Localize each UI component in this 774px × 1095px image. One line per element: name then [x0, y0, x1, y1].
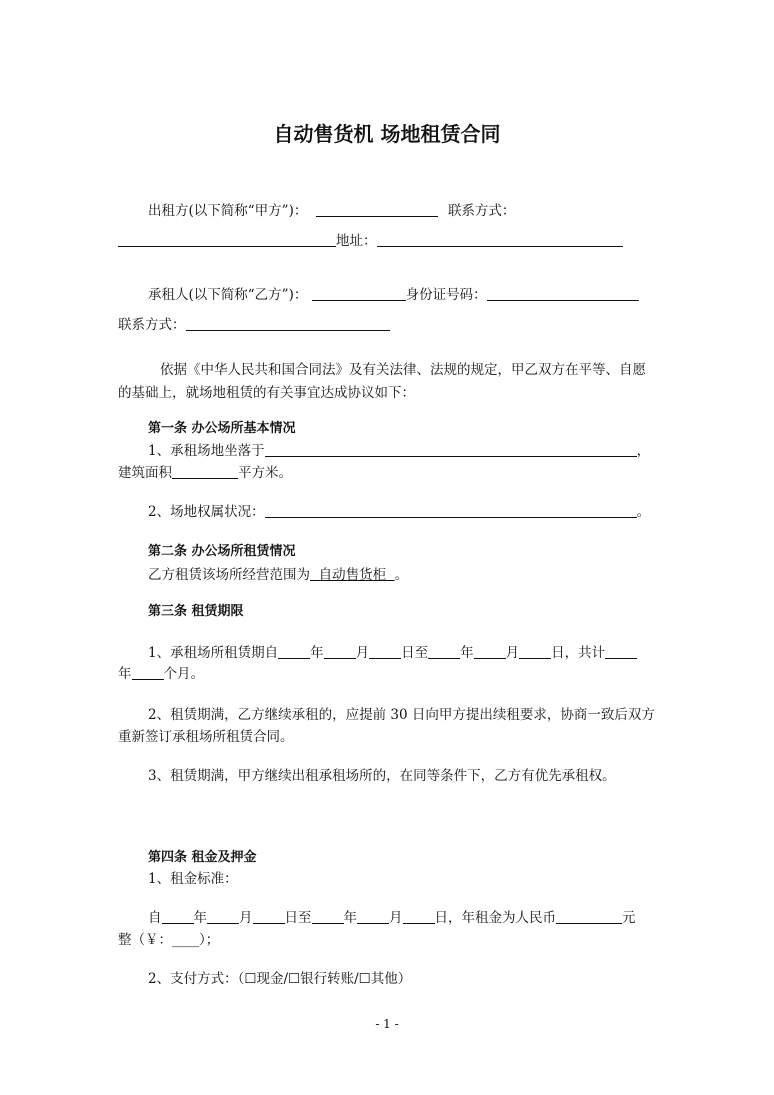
blank [324, 644, 356, 659]
intro-line-1: 依据《中华人民共和国合同法》及有关法律、法规的规定，甲乙双方在平等、自愿 [160, 362, 646, 378]
month-text: 月 [389, 910, 403, 926]
blank [132, 665, 164, 680]
yuan-text: 元 [622, 910, 636, 926]
blank [253, 909, 285, 924]
lessor-address-blank [377, 232, 623, 247]
scope-label: 乙方租赁该场所经营范围为 [148, 567, 310, 583]
article3-item3: 3、租赁期满，甲方继续出租承租场所的，在同等条件下，乙方有优先承租权。 [148, 768, 616, 784]
year-text: 年 [460, 645, 474, 661]
article3-item1-line2 [118, 665, 204, 683]
lessor-label: 出租方(以下简称“甲方”)： [148, 203, 308, 219]
lessee-contact-line [118, 316, 390, 334]
day-to-text: 日至 [284, 910, 312, 926]
day-to-text: 日至 [401, 645, 429, 661]
blank [278, 644, 310, 659]
total-text: 日，共计 [551, 645, 606, 661]
scope-value: 自动售货柜 [310, 567, 395, 583]
lessee-contact-label: 联系方式： [118, 317, 186, 333]
blank [403, 909, 435, 924]
article3-item2-line1: 2、租赁期满，乙方继续承租的，应提前 30 日向甲方提出续租要求，协商一致后双方 [148, 707, 655, 723]
article2-heading: 第二条 办公场所租赁情况 [148, 544, 296, 559]
article1-item1-line2 [118, 464, 292, 482]
lessor-address-label: 地址： [336, 233, 377, 249]
area-label: 建筑面积 [118, 465, 172, 481]
blank [312, 909, 344, 924]
lessor-line [148, 202, 515, 220]
blank [519, 644, 551, 659]
article1-item1-line1 [148, 442, 650, 460]
year-text: 年 [310, 645, 324, 661]
lessor-name-blank [316, 202, 438, 217]
lessor-contact-label: 联系方式： [447, 203, 516, 219]
year-text: 年 [343, 910, 357, 926]
rent-amount-blank [556, 909, 622, 924]
blank [207, 909, 239, 924]
area-blank [172, 464, 238, 479]
article1-heading: 第一条 办公场所基本情况 [148, 421, 296, 436]
lessor-address-line [118, 232, 623, 250]
blank [605, 644, 637, 659]
rent-line-1 [148, 909, 636, 927]
from-text: 自 [148, 910, 162, 926]
month-text: 月 [505, 645, 520, 661]
month-text: 月 [239, 910, 253, 926]
lessee-contact-blank [186, 316, 390, 331]
location-blank [265, 442, 637, 457]
year-text: 年 [118, 666, 132, 682]
lessee-line [148, 286, 639, 304]
lessee-id-label: 身份证号码： [405, 287, 487, 303]
article4-item1: 1、租金标准： [148, 871, 238, 887]
period: 。 [394, 567, 409, 583]
year-text: 年 [193, 910, 207, 926]
term-label: 1、承租场所租赁期自 [148, 645, 279, 661]
months-text: 个月。 [163, 666, 204, 682]
lessee-name-blank [312, 286, 406, 301]
lessee-label: 承租人(以下简称“乙方”)： [148, 287, 308, 303]
ownership-label: 2、场地权属状况： [148, 504, 265, 520]
article4-heading: 第四条 租金及押金 [148, 850, 257, 865]
blank [428, 644, 460, 659]
rent-line-2: 整（￥：____）； [118, 932, 220, 948]
lessor-contact-blank [118, 232, 336, 247]
lessee-id-blank [487, 286, 639, 301]
month-text: 月 [355, 645, 370, 661]
payment-method: 2、支付方式：（☐现金/☐银行转账/☐其他） [148, 971, 412, 987]
article3-item2-line2: 重新签订承租场所租赁合同。 [118, 729, 294, 745]
ownership-blank [265, 503, 637, 518]
blank [369, 644, 401, 659]
page-number: - 1 - [375, 1017, 399, 1031]
blank [474, 644, 506, 659]
period: 。 [636, 504, 651, 520]
article3-item1-line1 [148, 644, 637, 662]
article1-item2 [148, 503, 650, 521]
comma: ， [636, 443, 651, 459]
article3-heading: 第三条 租赁期限 [148, 604, 244, 619]
intro-line-2: 的基础上，就场地租赁的有关事宜达成协议如下： [118, 385, 415, 401]
area-unit: 平方米。 [238, 465, 292, 481]
annual-rent-text: 日，年租金为人民币 [434, 910, 556, 926]
blank [162, 909, 194, 924]
article1-item1-label: 1、承租场地坐落于 [148, 443, 265, 459]
document-title: 自动售货机 场地租赁合同 [273, 122, 501, 146]
article2-text [148, 566, 408, 584]
blank [357, 909, 389, 924]
